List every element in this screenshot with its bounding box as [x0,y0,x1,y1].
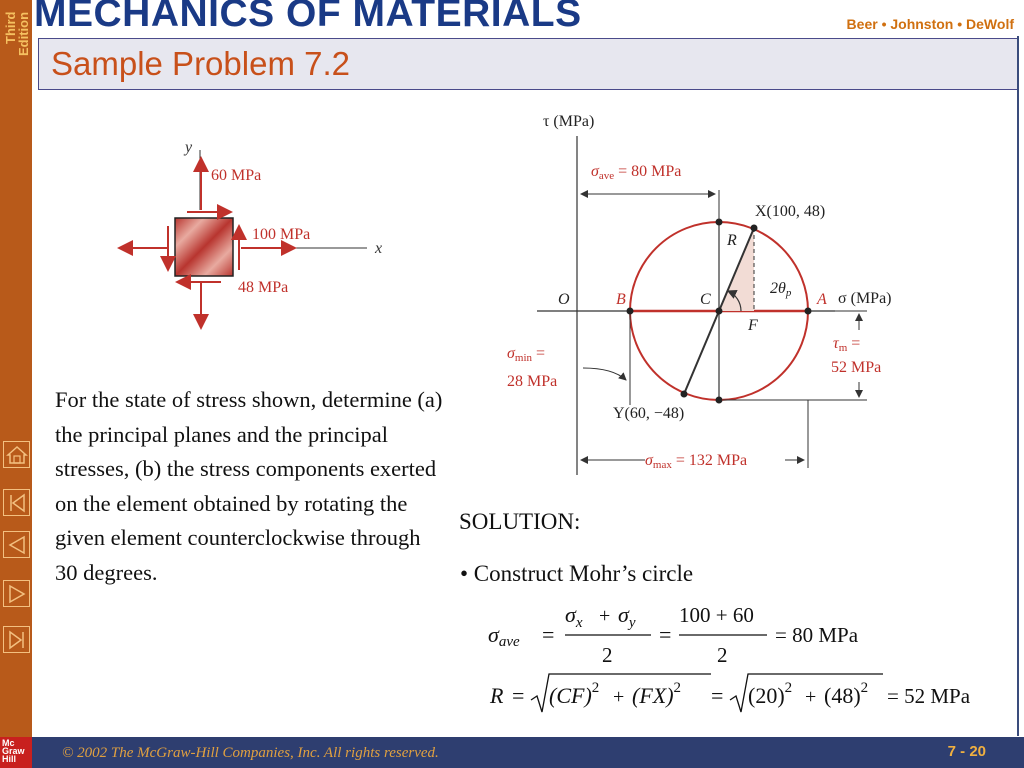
point-y [681,391,688,398]
eq1-denominator2: 2 [717,643,728,667]
label-a: A [817,291,827,308]
equation-sigma-ave [485,600,885,672]
eq1-numerator-b: $\sigma_y$ [618,602,636,631]
eq2-lhs: R [490,683,504,708]
page-number: 7 - 20 [947,743,986,760]
logo-line3: Hill [2,754,17,764]
eq2-term2: (FX)$^2$ [632,680,682,708]
solution-bullet: • Construct Mohr’s circle [460,561,694,586]
next-slide-button[interactable] [3,580,30,607]
angle-label: 2θp [770,280,792,299]
edition-line2: Edition [16,11,31,56]
sigma-min-arrow [583,368,626,380]
point-y-label: Y(60, −48) [613,405,685,422]
equation-radius [485,668,1005,720]
eq2-equals2: = [711,683,724,708]
point-x-label: X(100, 48) [755,203,826,220]
label-f: F [748,317,758,334]
label-b: B [616,291,626,308]
label-r: R [727,232,737,249]
course-title: MECHANICS OF MATERIALS [34,0,582,35]
mcgraw-hill-logo [0,737,32,768]
tau-axis-label: τ (MPa) [543,113,595,130]
eq2-term4: $(48)^2$ [824,680,869,708]
eq1-result: = 80 MPa [775,623,859,647]
left-sidebar [0,0,32,768]
point-c [716,308,723,315]
point-x [751,225,758,232]
first-slide-button[interactable] [3,489,30,516]
stress-right-label: 100 MPa [252,226,311,243]
eq1-equals: = [542,622,555,647]
eq1-denominator: 2 [602,643,613,667]
eq2-plus1: + [613,686,625,708]
eq2-plus2: + [805,686,817,708]
logo-line2: Graw [2,746,25,756]
tau-m-value: 52 MPa [831,359,882,376]
last-slide-icon [6,629,28,651]
point-b [627,308,634,315]
stress-shear-label: 48 MPa [238,279,289,296]
sigma-min-label: σmin = [507,345,546,364]
sigma-max-label: σmax = 132 MPa [645,452,748,471]
previous-slide-icon [6,534,28,556]
label-o: O [558,291,570,308]
edition-label [1,0,31,60]
eq2-result: = 52 MPa [887,684,971,708]
eq1-numerator-a: $\sigma_x$ [565,602,583,631]
label-c: C [700,291,711,308]
copyright-notice: © 2002 The McGraw-Hill Companies, Inc. All rights reserved. [62,745,439,761]
title-box [38,38,1018,90]
stress-element [175,218,233,276]
previous-slide-button[interactable] [3,531,30,558]
sigma-axis-label: σ (MPa) [838,290,892,307]
tau-m-label: τm = [833,335,861,354]
x-axis-label: x [375,240,383,257]
edition-line1: Third [3,11,18,44]
y-axis-label: y [185,139,193,156]
sigma-min-value: 28 MPa [507,373,558,390]
eq1-equals2: = [659,622,672,647]
eq1-plus: + [599,605,611,627]
last-slide-button[interactable] [3,626,30,653]
mohr-circle-figure [495,100,915,485]
eq2-term3: $(20)^2$ [748,680,793,708]
point-bottom [716,397,723,404]
home-button[interactable] [3,441,30,468]
eq1-lhs: σave [488,622,520,650]
problem-statement: For the state of stress shown, determine (a) the principal planes and the principal stresses, (b) the stress components exerted on the element obtained by rotating the given element counterclockwise through 30 degrees. [55,387,443,585]
authors: Beer • Johnston • DeWolf [846,16,1014,32]
next-slide-icon [6,583,28,605]
point-a [805,308,812,315]
first-slide-icon [6,492,28,514]
stress-element-figure [105,130,405,340]
stress-top-label: 60 MPa [211,167,262,184]
eq2-term1: (CF)$^2$ [549,680,600,708]
solution-heading: SOLUTION: [459,509,581,534]
slide-title: Sample Problem 7.2 [51,45,350,82]
right-border [1017,36,1019,736]
logo-line1: Mc [2,738,15,748]
eq1-numerator2: 100 + 60 [679,603,754,627]
footer-bar [0,737,1024,768]
sigma-ave-label: σave = 80 MPa [591,163,682,182]
eq2-equals: = [512,683,525,708]
home-icon [6,444,28,466]
